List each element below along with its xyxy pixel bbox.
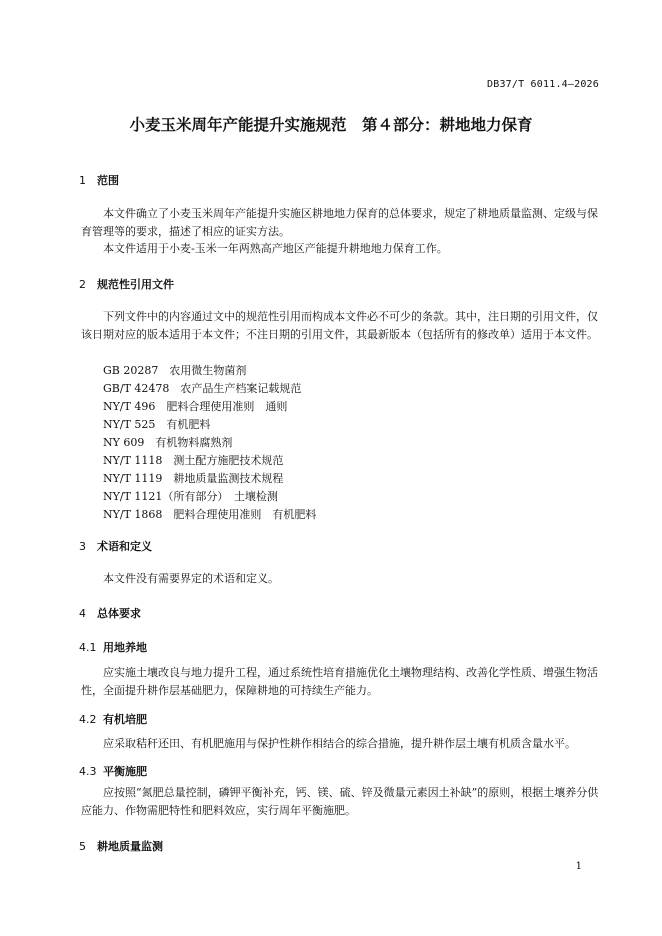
section-3-paragraph-1: 本文件没有需要界定的术语和定义。 (103, 572, 279, 585)
subsection-number: 4.3 (79, 765, 97, 778)
page-number: 1 (575, 861, 582, 872)
subsection-number: 4.2 (79, 713, 97, 726)
section-number: 2 (79, 278, 86, 291)
section-2-heading (79, 276, 174, 292)
subsection-4-1-heading (79, 639, 147, 655)
reference-item: NY/T 1118 测土配方施肥技术规范 (103, 454, 284, 467)
standard-code: DB37/T 6011.4—2026 (487, 79, 599, 90)
section-1-heading (79, 172, 119, 188)
reference-item: GB/T 42478 农产品生产档案记载规范 (103, 382, 302, 395)
reference-item: NY/T 496 肥料合理使用准则 通则 (103, 400, 288, 413)
section-number: 5 (79, 840, 86, 853)
section-number: 4 (79, 607, 86, 620)
subsection-number: 4.1 (79, 641, 97, 654)
section-5-heading (79, 838, 163, 854)
section-title: 总体要求 (97, 607, 141, 620)
section-title: 耕地质量监测 (97, 840, 163, 853)
section-number: 3 (79, 540, 86, 553)
section-3-heading (79, 538, 152, 554)
subsection-4-3-heading (79, 763, 147, 779)
section-title: 规范性引用文件 (97, 278, 174, 291)
subsection-4-1-paragraph: 应实施土壤改良与地力提升工程，通过系统性培育措施优化土壤物理结构、改善化学性质、增强生物活性，全面提升耕作层基础肥力，保障耕地的可持续生产能力。 (81, 666, 598, 697)
reference-item: NY/T 1119 耕地质量监测技术规程 (103, 472, 284, 485)
section-2-paragraph-1: 下列文件中的内容通过文中的规范性引用而构成本文件必不可少的条款。其中，注日期的引用文件，仅该日期对应的版本适用于本文件；不注日期的引用文件，其最新版本（包括所有的修改单）适用于本文件。 (81, 310, 598, 341)
reference-item: NY/T 1868 肥料合理使用准则 有机肥料 (103, 508, 317, 521)
subsection-title: 有机培肥 (103, 713, 147, 726)
section-1-paragraph-2: 本文件适用于小麦-玉米一年两熟高产地区产能提升耕地地力保育工作。 (103, 242, 448, 255)
section-number: 1 (79, 174, 86, 187)
subsection-4-2-paragraph: 应采取秸秆还田、有机肥施用与保护性耕作相结合的综合措施，提升耕作层土壤有机质含量水平。 (103, 737, 576, 750)
section-1-paragraph-1: 本文件确立了小麦玉米周年产能提升实施区耕地地力保育的总体要求，规定了耕地质量监测、定级与保育管理等的要求，描述了相应的证实方法。 (81, 207, 598, 238)
reference-item: NY/T 1121（所有部分） 土壤检测 (103, 490, 278, 503)
subsection-4-3-paragraph: 应按照“氮肥总量控制，磷钾平衡补充，钙、镁、硫、锌及微量元素因土补缺”的原则，根据土壤养分供应能力、作物需肥特性和肥料效应，实行周年平衡施肥。 (81, 786, 599, 817)
reference-item: NY/T 525 有机肥料 (103, 418, 211, 431)
subsection-title: 用地养地 (103, 641, 147, 654)
reference-item: GB 20287 农用微生物菌剂 (103, 364, 247, 377)
document-title: 小麦玉米周年产能提升实施规范 第４部分：耕地地力保育 (129, 116, 533, 134)
section-4-heading (79, 605, 141, 621)
subsection-title: 平衡施肥 (103, 765, 147, 778)
section-title: 范围 (97, 174, 119, 187)
reference-item: NY 609 有机物料腐熟剂 (103, 436, 233, 449)
subsection-4-2-heading (79, 711, 147, 727)
section-title: 术语和定义 (97, 540, 152, 553)
